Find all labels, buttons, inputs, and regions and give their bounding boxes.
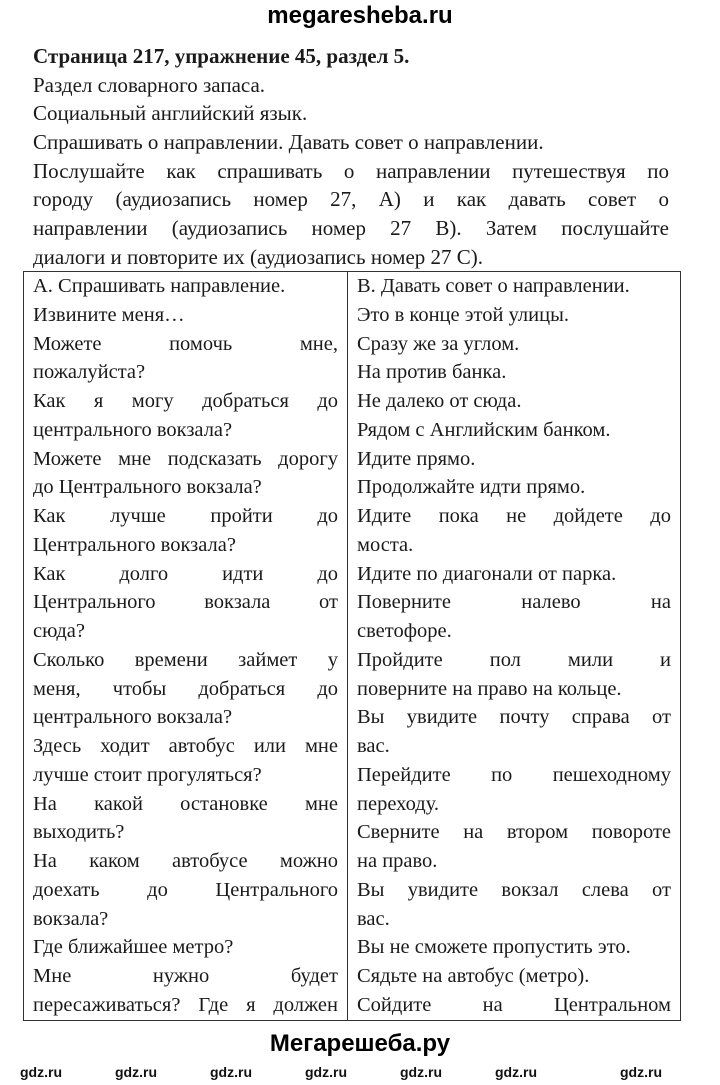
intro-line: направлении (аудиозапись номер 27 В). Затем послушайте xyxy=(33,216,669,241)
asking-direction-column xyxy=(24,272,348,1021)
answer-line: Перейдите по пешеходному xyxy=(357,763,671,786)
question-line: сюда? xyxy=(33,620,86,642)
answer-line: светофоре. xyxy=(357,620,452,642)
answer-line: В. Давать совет о направлении. xyxy=(357,275,630,297)
answer-line: Идите пока не дойдете до xyxy=(357,505,671,527)
intro-line: диалоги и повторите их (аудиозапись номер 27 С). xyxy=(33,244,484,269)
answer-line: Вы увидите вокзал слева от xyxy=(357,878,671,901)
question-line: центрального вокзала? xyxy=(33,706,233,729)
answer-line: вас. xyxy=(357,907,390,930)
question-line: Центрального вокзала от xyxy=(33,591,338,614)
question-line: меня, чтобы добраться до xyxy=(33,677,338,700)
gdz-watermark: gdz.ru xyxy=(400,1064,442,1080)
site-header-watermark: megaresheba.ru xyxy=(267,2,453,29)
gdz-watermark: gdz.ru xyxy=(495,1064,537,1080)
gdz-watermark: gdz.ru xyxy=(115,1064,157,1080)
answer-line: Вы не сможете пропустить это. xyxy=(357,936,631,959)
answer-line: Сразу же за углом. xyxy=(357,332,520,355)
question-line: А. Спрашивать направление. xyxy=(33,275,286,297)
answer-line: переходу. xyxy=(357,792,440,815)
question-line: Можете помочь мне, xyxy=(33,332,338,355)
answer-line: поверните на право на кольце. xyxy=(357,677,622,700)
gdz-watermark: gdz.ru xyxy=(210,1064,252,1080)
question-line: Сколько времени займет у xyxy=(33,648,338,671)
answer-line: Рядом с Английским банком. xyxy=(357,418,611,441)
intro-lines xyxy=(33,71,669,272)
site-footer-watermark: Мегарешеба.ру xyxy=(269,1030,451,1057)
question-line: Как я могу добраться до xyxy=(33,390,338,412)
question-line: На какой остановке мне xyxy=(33,792,338,815)
gdz-watermark: gdz.ru xyxy=(305,1064,347,1080)
intro-line: Социальный английский язык. xyxy=(33,101,308,126)
exercise-text xyxy=(33,42,669,272)
intro-line: городу (аудиозапись номер 27, А) и как давать совет о xyxy=(33,187,669,212)
answer-line: Не далеко от сюда. xyxy=(357,390,522,412)
question-line: Центрального вокзала? xyxy=(33,533,236,556)
question-line: Как лучше пройти до xyxy=(33,505,338,527)
question-line: вокзала? xyxy=(33,907,109,930)
answer-line: Сверните на втором повороте xyxy=(357,821,671,844)
question-line: Извините меня… xyxy=(33,303,185,326)
question-line: до Центрального вокзала? xyxy=(33,476,262,499)
answer-line: на право. xyxy=(357,850,438,872)
question-line: пересаживаться? Где я должен xyxy=(33,993,338,1016)
question-line: Как долго идти до xyxy=(33,562,338,585)
answer-line: Сядьте на автобус (метро). xyxy=(357,965,590,987)
answer-line: Идите по диагонали от парка. xyxy=(357,562,617,585)
answer-line: моста. xyxy=(357,533,414,556)
question-line: доехать до Центрального xyxy=(33,878,338,901)
answer-line: Пройдите пол мили и xyxy=(357,648,671,671)
answer-line: Идите прямо. xyxy=(357,447,476,470)
answer-line: На против банка. xyxy=(357,361,507,384)
answer-line: Продолжайте идти прямо. xyxy=(357,476,586,499)
question-line: На каком автобусе можно xyxy=(33,850,338,872)
question-line: Где ближайшее метро? xyxy=(33,936,234,959)
question-line: Можете мне подсказать дорогу xyxy=(33,447,338,470)
gdz-watermark: gdz.ru xyxy=(620,1064,662,1080)
intro-line: Раздел словарного запаса. xyxy=(33,72,266,97)
intro-line: Спрашивать о направлении. Давать совет о направлении. xyxy=(33,130,544,155)
giving-direction-column xyxy=(348,272,681,1021)
question-line: Здесь ходит автобус или мне xyxy=(33,735,338,757)
question-line: Мне нужно будет xyxy=(33,965,338,987)
exercise-title: Страница 217, упражнение 45, раздел 5. xyxy=(33,44,410,68)
question-line: лучше стоит прогуляться? xyxy=(33,763,262,786)
question-line: центрального вокзала? xyxy=(33,418,233,441)
answer-line: Поверните налево на xyxy=(357,591,671,614)
answer-line: вас. xyxy=(357,735,390,757)
answer-line: Сойдите на Центральном xyxy=(357,993,671,1016)
gdz-watermark: gdz.ru xyxy=(20,1064,62,1080)
answer-line: Вы увидите почту справа от xyxy=(357,706,671,729)
question-line: выходить? xyxy=(33,821,125,844)
answer-line: Это в конце этой улицы. xyxy=(357,303,569,326)
intro-line: Послушайте как спрашивать о направлении путешествуя по xyxy=(33,158,669,183)
phrase-table xyxy=(23,271,681,1021)
question-line: пожалуйста? xyxy=(33,361,146,384)
